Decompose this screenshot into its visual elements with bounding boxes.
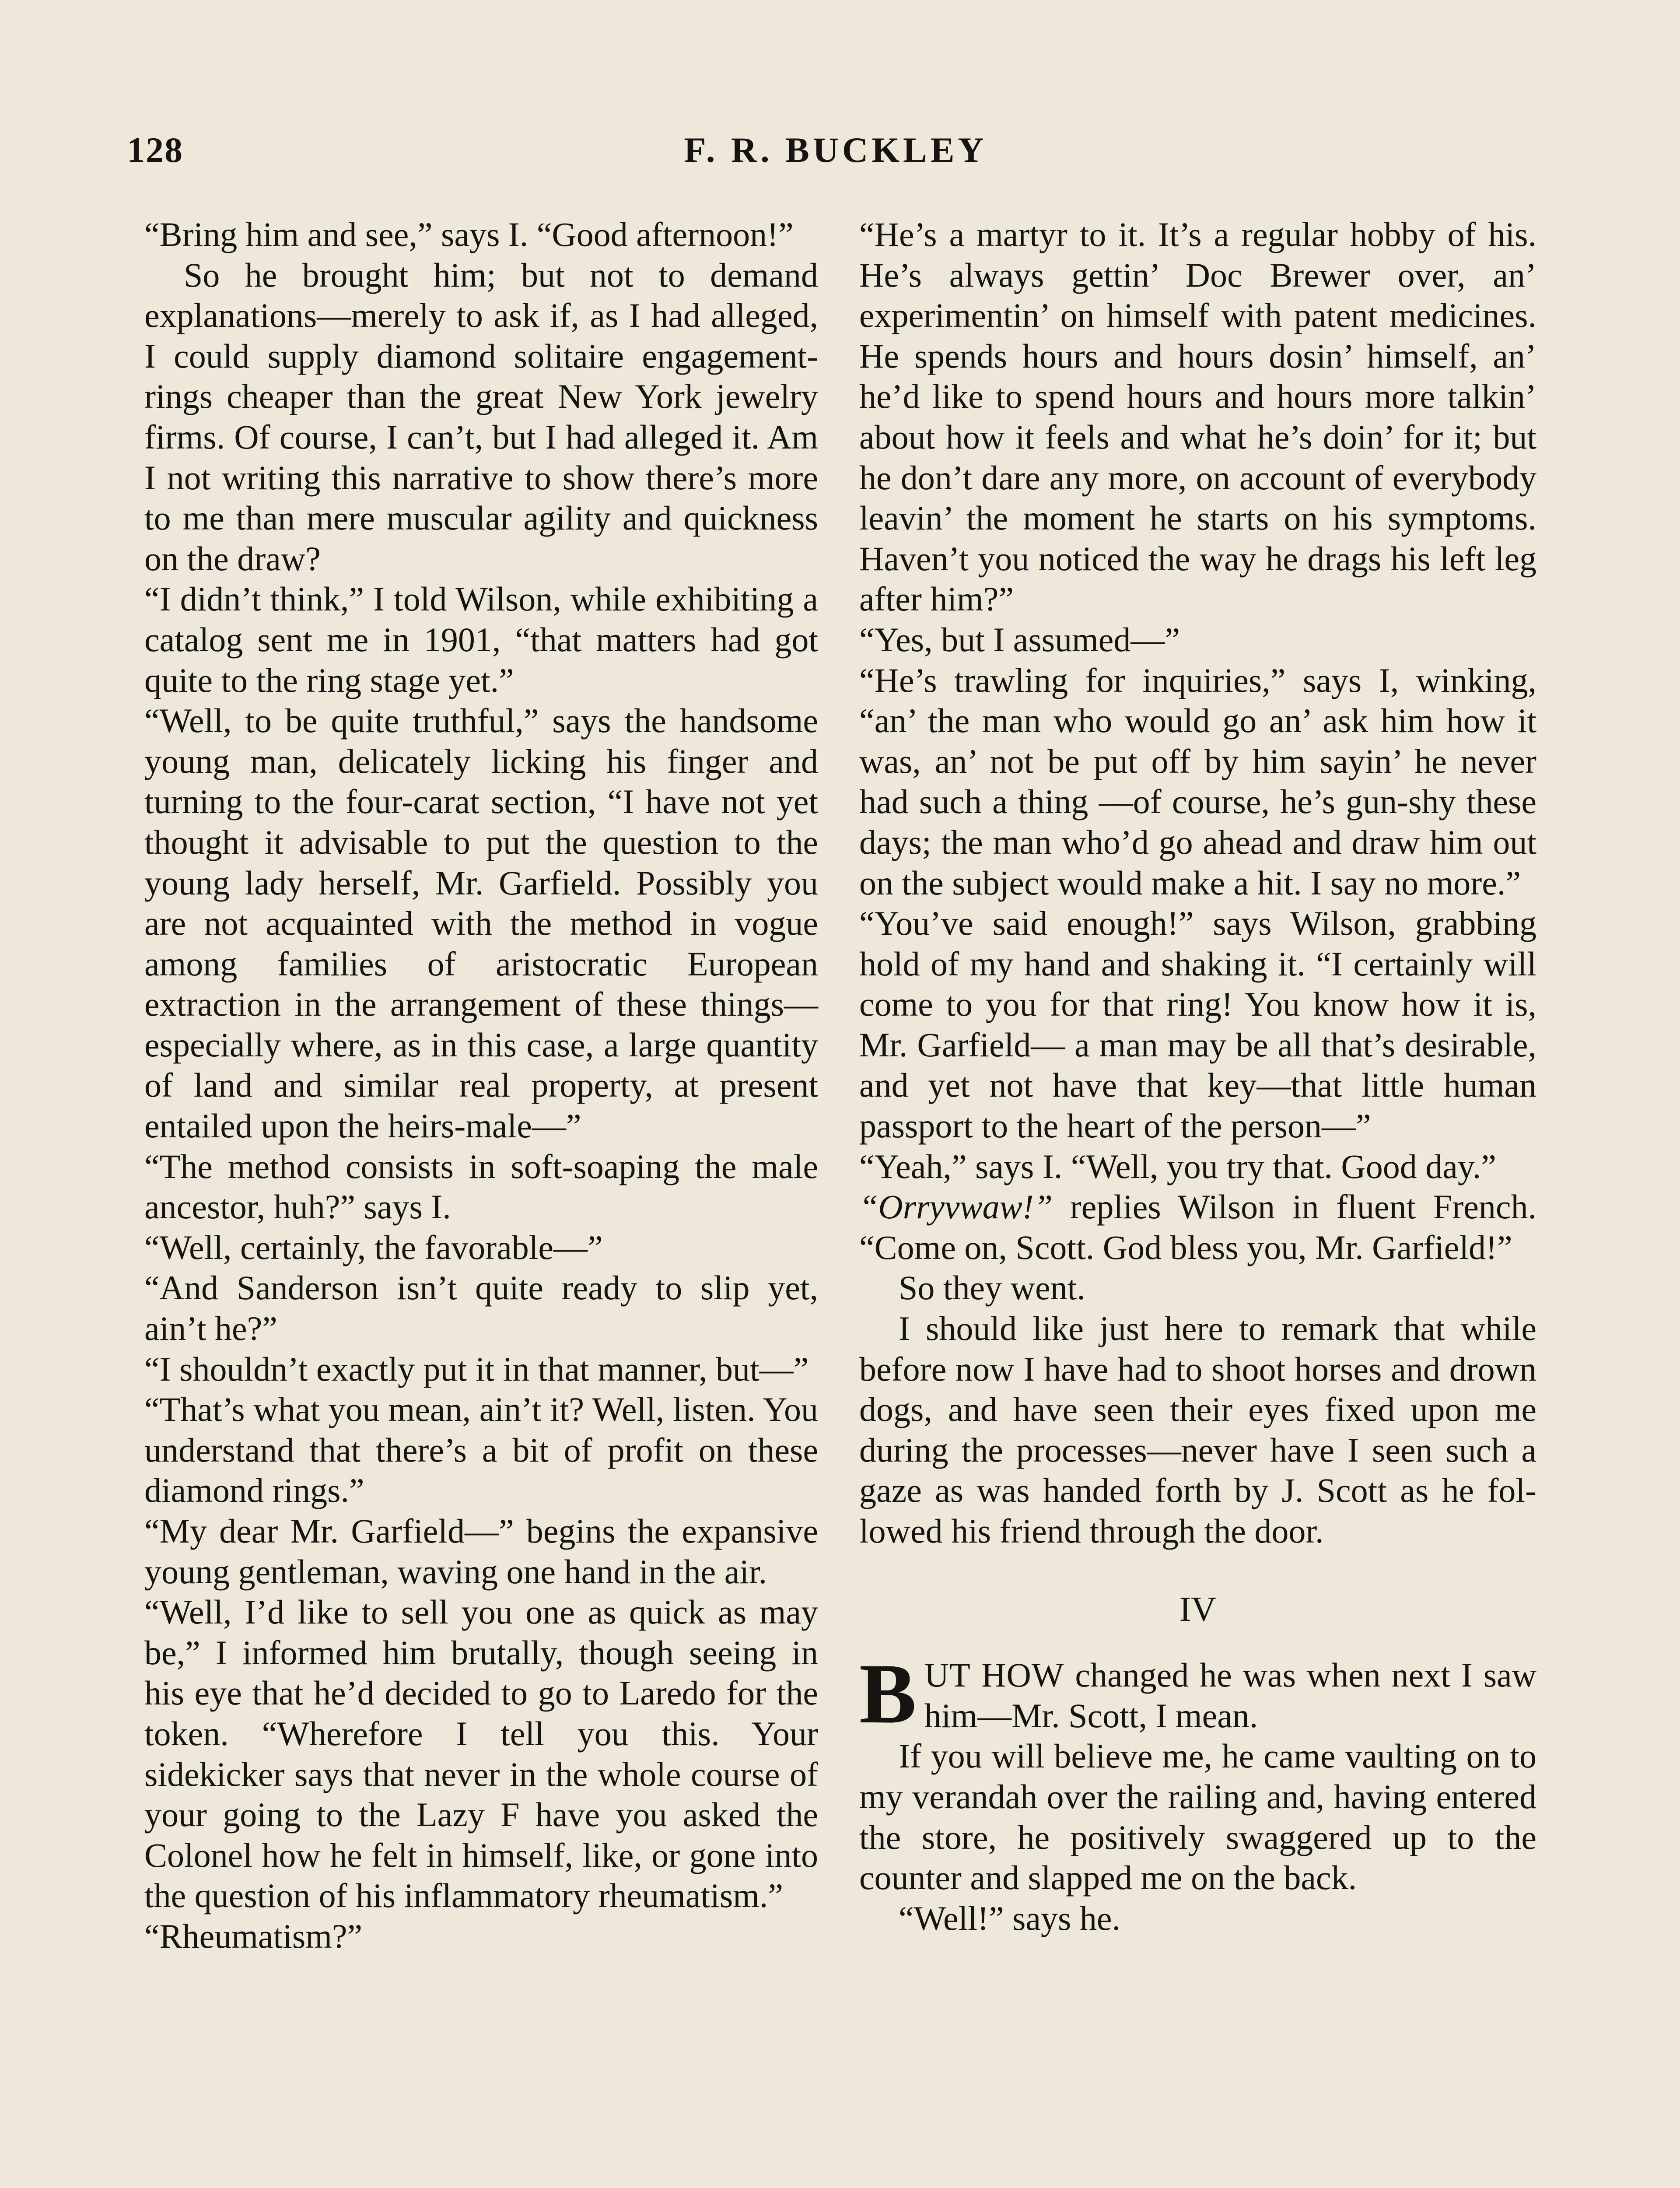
paragraph: So he brought him; but not to demand explanations—merely to ask if, as I had alleged, I could supply diamond solitaire engagement-rings cheaper than the great New York jewelry firms. Of course, I can’t, but I had alleged it. Am I not writing this narrative to show there’s more to me than mere muscular agility and quickness on the draw?	[144, 256, 818, 578]
paragraph: “Well, to be quite truthful,” says the handsome young man, delicately licking his finger and turning to the four-carat section, “I have not yet thought it advisable to put the question to the young lady herself, Mr. Garfield. Possibly you are not acquainted with the method in vogue among families of aristocratic European extraction in the arrangement of these things—especially where, as in this case, a large quantity of land and similar real property, at present entailed upon the heirs-male—”	[144, 701, 818, 1145]
page-header	[127, 130, 1544, 173]
paragraph-text: replies Wilson in fluent French. “Come on, Scott. God bless you, Mr. Garfield!”	[859, 1188, 1536, 1266]
paragraph-text: changed he was when next I saw him—Mr. Scott, I mean.	[924, 1656, 1536, 1735]
page-number: 128	[127, 130, 183, 170]
paragraph: “Well, certainly, the favorable—”	[144, 1228, 603, 1266]
paragraph: “My dear Mr. Garfield—” begins the expansive young gentleman, waving one hand in the air.	[144, 1512, 818, 1591]
paragraph: “That’s what you mean, ain’t it? Well, listen. You understand that there’s a bit of profit on these diamond rings.”	[144, 1390, 818, 1510]
paragraph: “Well, I’d like to sell you one as quick as may be,” I informed him brutally, though seeing in his eye that he’d decided to go to Laredo for the token. “Wherefore I tell you this. Your sidekicker says that never in the whole course of your going to the Lazy F have you asked the Colonel how he felt in himself, like, or gone into the question of his inflammatory rheumatism.”	[144, 1593, 818, 1915]
paragraph: “Yes, but I assumed—”	[859, 620, 1180, 659]
paragraph: “Rheumatism?”	[144, 1917, 363, 1955]
opening-smallcaps: UT HOW	[924, 1656, 1064, 1694]
paragraph: “Yeah,” says I. “Well, you try that. Good day.”	[859, 1147, 1496, 1185]
paragraph: I should like just here to remark that while before now I have had to shoot horses and drown dogs, and have seen their eyes fixed upon me during the processes—never have I seen such a gaze as was handed forth by J. Scott as he followed his friend through the door.	[859, 1309, 1536, 1550]
right-column	[859, 214, 1536, 1939]
paragraph: “Well!” says he.	[899, 1899, 1120, 1937]
paragraph: “You’ve said enough!” says Wilson, grabbing hold of my hand and shaking it. “I certainly will come to you for that ring! You know how it is, Mr. Garfield— a man may be all that’s desirable, and yet not have that key—that little human passport to the heart of the person—”	[859, 904, 1536, 1145]
section-opening-paragraph	[859, 1646, 1536, 1742]
paragraph: So they went.	[899, 1269, 1085, 1307]
section-number: IV	[1179, 1590, 1217, 1629]
left-column	[144, 214, 818, 1957]
paragraph: “He’s a martyr to it. It’s a regular hobby of his. He’s always gettin’ Doc Brewer over, an’ experimentin’ on himself with patent medicines. He spends hours and hours dosin’ himself, an’ he’d like to spend hours and hours more talkin’ about how it feels and what he’s doin’ for it; but he don’t dare any more, on account of everybody leavin’ the moment he starts on his symptoms. Haven’t you noticed the way he drags his left leg after him?”	[859, 215, 1536, 618]
paragraph: “He’s trawling for inquiries,” says I, winking, “an’ the man who would go an’ ask him how it was, an’ not be put off by him sayin’ he never had such a thing —of course, he’s gun-shy these days; the man who’d go ahead and draw him out on the subject would make a hit. I say no more.”	[859, 661, 1536, 902]
paragraph: “The method consists in soft-soaping the male ancestor, huh?” says I.	[144, 1147, 818, 1226]
paragraph: “I didn’t think,” I told Wilson, while exhibiting a catalog sent me in 1901, “that matters had got quite to the ring stage yet.”	[144, 580, 818, 699]
italic-exclamation: “Orryvwaw!”	[859, 1188, 1053, 1226]
paragraph: If you will believe me, he came vaulting on to my verandah over the railing and, having entered the store, he positively swaggered up to the counter and slapped me on the back.	[859, 1737, 1536, 1897]
drop-cap: B	[859, 1646, 917, 1742]
paragraph	[859, 1187, 1536, 1268]
paragraph: “I shouldn’t exactly put it in that manner, but—”	[144, 1350, 809, 1388]
paragraph: “Bring him and see,” says I. “Good afternoon!”	[144, 215, 794, 253]
paragraph: “And Sanderson isn’t quite ready to slip yet, ain’t he?”	[144, 1269, 818, 1348]
running-head: F. R. BUCKLEY	[684, 130, 987, 170]
